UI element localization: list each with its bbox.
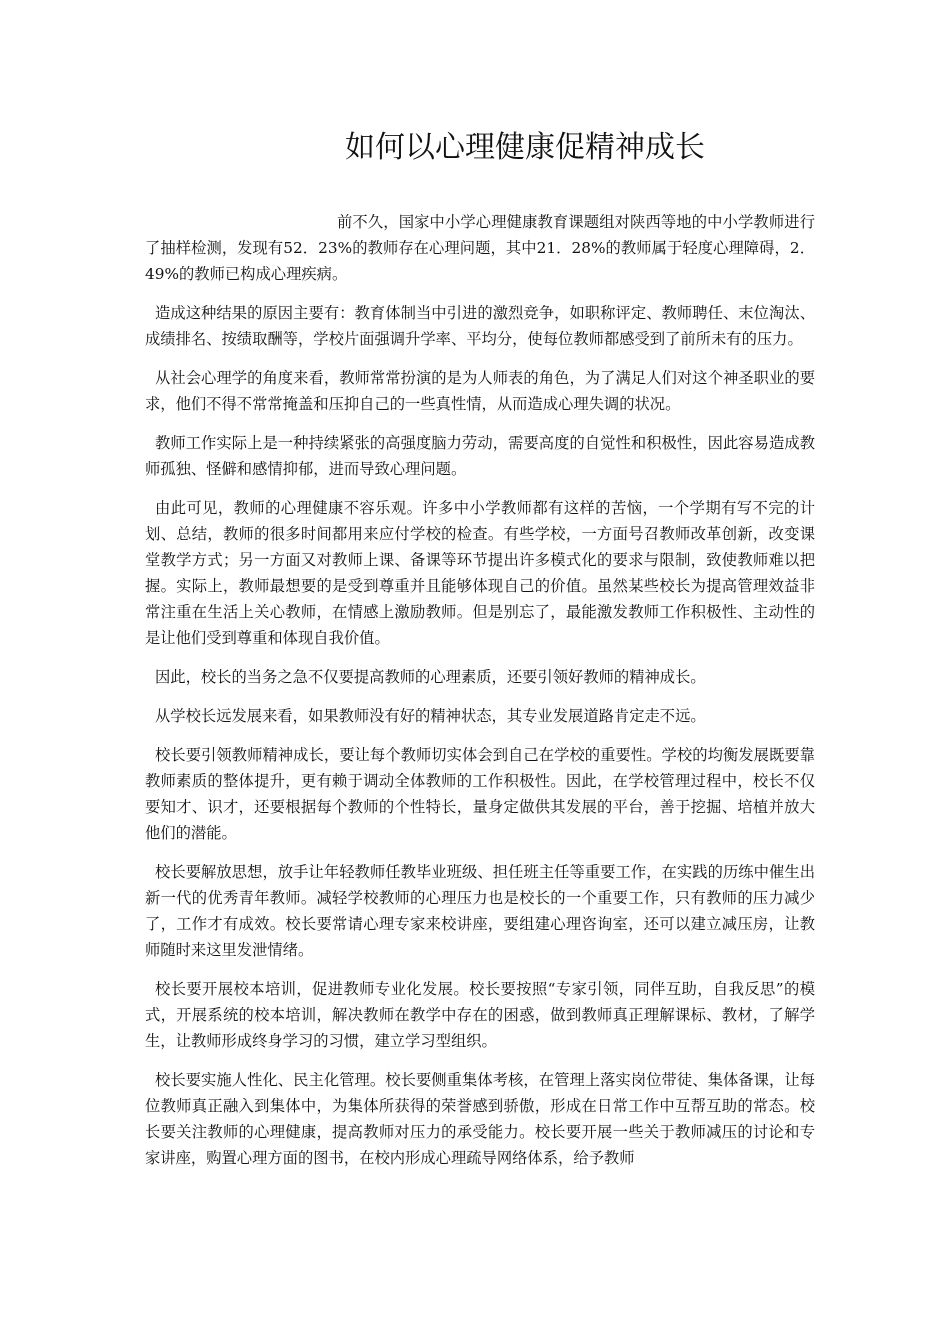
paragraph-11: 校长要实施人性化、民主化管理。校长要侧重集体考核，在管理上落实岗位带徒、集体备课，让每位教师真正融入到集体中，为集体所获得的荣誉感到骄傲，形成在日常工作中互帮互助的常态。校长要关注教师的心理健康，提高教师对压力的承受能力。校长要开展一些关于教师减压的讨论和专家讲座，购置心理方面的图书，在校内形成心理疏导网络体系，给予教师 (145, 1071, 815, 1167)
paragraph-6: 因此，校长的当务之急不仅要提高教师的心理素质，还要引领好教师的精神成长。 (155, 668, 706, 686)
paragraph-2: 造成这种结果的原因主要有：教育体制当中引进的激烈竞争，如职称评定、教师聘任、末位淘汰、成绩排名、按绩取酬等，学校片面强调升学率、平均分，使每位教师都感受到了前所未有的压力。 (145, 304, 815, 348)
paragraph-1: 前不久，国家中小学心理健康教育课题组对陕西等地的中小学教师进行了抽样检测，发现有52．23%的教师存在心理问题，其中21．28%的教师属于轻度心理障碍，2．49%的教师已构成心理疾病。 (145, 213, 815, 283)
paragraph-4: 教师工作实际上是一种持续紧张的高强度脑力劳动，需要高度的自觉性和积极性，因此容易造成教师孤独、怪僻和感情抑郁，进而导致心理问题。 (145, 434, 815, 478)
document-title: 如何以心理健康促精神成长 (345, 130, 705, 165)
paragraph-5: 由此可见，教师的心理健康不容乐观。许多中小学教师都有这样的苦恼，一个学期有写不完的计划、总结，教师的很多时间都用来应付学校的检查。有些学校，一方面号召教师改革创新，改变课堂教学方式；另一方面又对教师上课、备课等环节提出许多模式化的要求与限制，致使教师难以把握。实际上，教师最想要的是受到尊重并且能够体现自己的价值。虽然某些校长为提高管理效益非常注重在生活上关心教师，在情感上激励教师。但是别忘了，最能激发教师工作积极性、主动性的是让他们受到尊重和体现自我价值。 (145, 499, 815, 647)
document-body (145, 209, 815, 1171)
paragraph-7: 从学校长远发展来看，如果教师没有好的精神状态，其专业发展道路肯定走不远。 (155, 707, 706, 725)
paragraph-8: 校长要引领教师精神成长，要让每个教师切实体会到自己在学校的重要性。学校的均衡发展既要靠教师素质的整体提升，更有赖于调动全体教师的工作积极性。因此，在学校管理过程中，校长不仅要知才、识才，还要根据每个教师的个性特长，量身定做供其发展的平台，善于挖掘、培植并放大他们的潜能。 (145, 746, 815, 842)
paragraph-10: 校长要开展校本培训，促进教师专业化发展。校长要按照“专家引领，同伴互助，自我反思”的模式，开展系统的校本培训，解决教师在教学中存在的困惑，做到教师真正理解课标、教材，了解学生，让教师形成终身学习的习惯，建立学习型组织。 (145, 980, 815, 1050)
paragraph-9: 校长要解放思想，放手让年轻教师任教毕业班级、担任班主任等重要工作，在实践的历练中催生出新一代的优秀青年教师。减轻学校教师的心理压力也是校长的一个重要工作，只有教师的压力减少了，工作才有成效。校长要常请心理专家来校讲座，要组建心理咨询室，还可以建立减压房，让教师随时来这里发泄情绪。 (145, 863, 815, 959)
paragraph-3: 从社会心理学的角度来看，教师常常扮演的是为人师表的角色，为了满足人们对这个神圣职业的要求，他们不得不常常掩盖和压抑自己的一些真性情，从而造成心理失调的状况。 (145, 369, 815, 413)
